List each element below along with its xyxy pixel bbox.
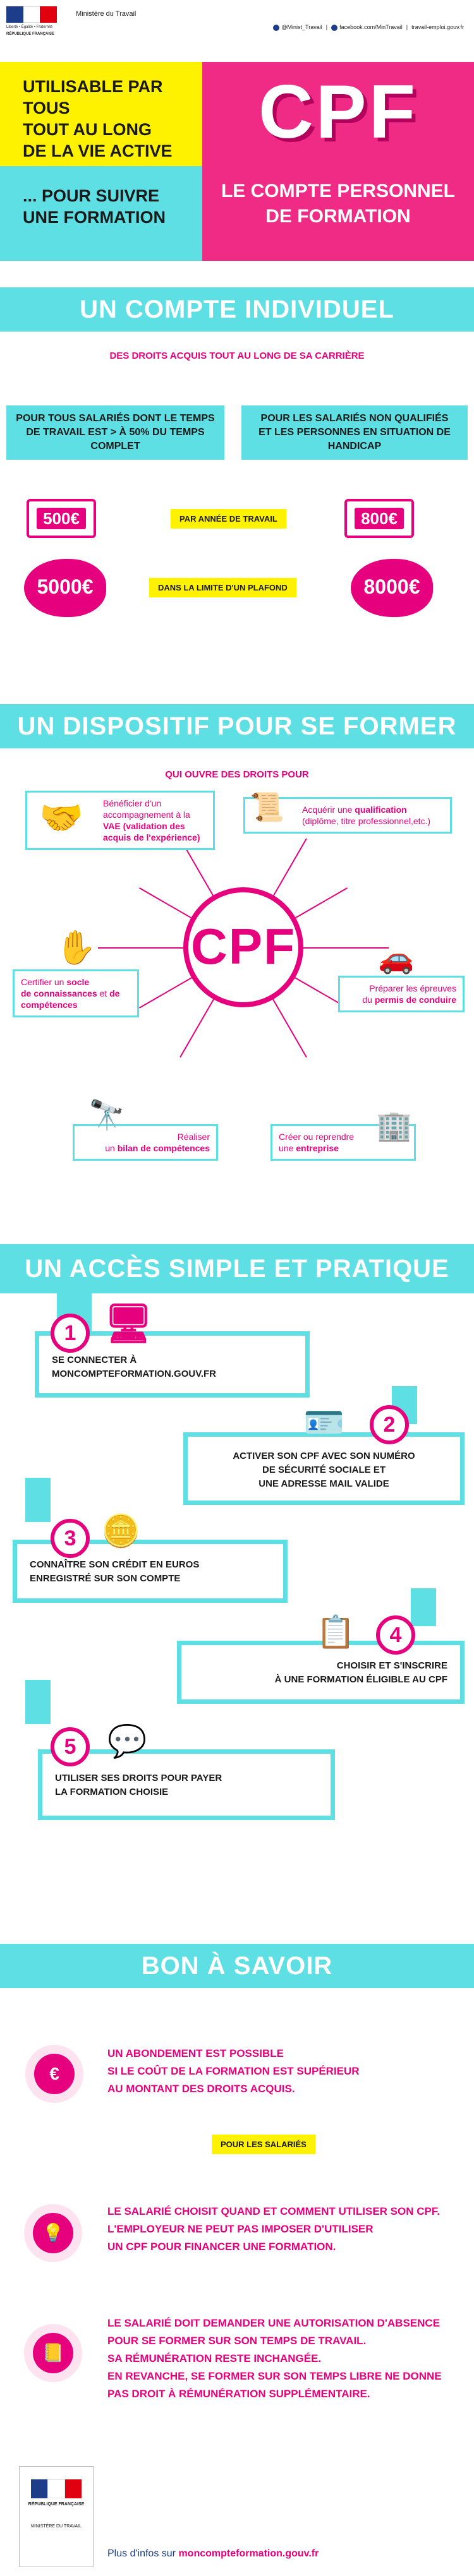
- section-title-dispositif: UN DISPOSITIF POUR SE FORMER: [17, 712, 457, 740]
- section-band-savoir: [0, 1944, 474, 1988]
- hero-cyan-panel: [0, 166, 202, 261]
- computer-icon: 🖥: [104, 1302, 153, 1345]
- step-2-number: 2: [370, 1405, 409, 1444]
- hero-text-2: ... POUR SUIVRE UNE FORMATION: [23, 186, 166, 227]
- coins-icon: 🪙: [101, 1513, 141, 1549]
- footer-site-link[interactable]: moncompteformation.gouv.fr: [178, 2548, 319, 2559]
- abondement-text: UN ABONDEMENT EST POSSIBLE SI LE COÛT DE LA FORMATION EST SUPÉRIEUR AU MONTANT DES DROITS ACQUIS.: [107, 2047, 360, 2095]
- banknote-icon-500: [27, 499, 96, 538]
- step-1-number: 1: [51, 1314, 90, 1353]
- cpf-center-label: CPF: [191, 918, 296, 974]
- binoculars-icon: 🔭: [88, 1098, 125, 1131]
- step-3-box: CONNAÎTRE SON CRÉDIT EN EUROS ENREGISTRÉ SUR SON COMPTE: [13, 1540, 288, 1603]
- cpf-center-circle: [183, 887, 303, 1007]
- twitter-icon: [273, 25, 279, 31]
- piggy-bank-icon-8000: [351, 559, 433, 617]
- item-bilan: Réaliser un bilan de compétences: [73, 1124, 218, 1161]
- eligibility-box-left: POUR TOUS SALARIÉS DONT LE TEMPS DE TRAVAIL EST > À 50% DU TEMPS COMPLET: [6, 405, 224, 460]
- step-1-box: SE CONNECTER À MONCOMPTEFORMATION.GOUV.FR: [35, 1331, 310, 1398]
- section-band-compte: [0, 287, 474, 332]
- item-permis: Préparer les épreuves du permis de conduire: [338, 976, 465, 1012]
- hero-banner: [0, 62, 474, 261]
- id-card-icon: 🪪: [303, 1405, 344, 1441]
- diploma-icon: 📜: [250, 792, 284, 823]
- section-title-savoir: BON À SAVOIR: [141, 1952, 333, 1980]
- hero-text-1: UTILISABLE PAR TOUS TOUT AU LONG DE LA VIE ACTIVE: [23, 77, 173, 160]
- banknote-value-800: 800€: [355, 508, 404, 529]
- ministry-label: Ministère du Travail: [76, 10, 137, 18]
- hero-yellow-panel: [0, 62, 202, 166]
- french-flag-icon: [6, 6, 57, 23]
- footer-ministry: MINISTÈRE DU TRAVAIL: [30, 2524, 82, 2529]
- item-vae: Bénéficier d'un accompagnement à la VAE (validation des acquis de l'expérience): [25, 791, 215, 850]
- page-header: [0, 0, 474, 60]
- handshake-icon: 🤝: [39, 798, 83, 837]
- step-5-number: 5: [51, 1727, 90, 1766]
- footer-republic: RÉPUBLIQUE FRANÇAISE: [28, 2502, 85, 2507]
- eligibility-box-right: POUR LES SALARIÉS NON QUALIFIÉS ET LES PERSONNES EN SITUATION DE HANDICAP: [241, 405, 468, 460]
- footer-more-info: Plus d'infos sur moncompteformation.gouv.fr: [107, 2548, 319, 2559]
- piggy-value-5000: 5000€: [37, 575, 94, 598]
- section-band-dispositif: [0, 704, 474, 748]
- item-socle: Certifier un socle de connaissances et de compétences: [13, 969, 139, 1017]
- hand-counting-icon: ✋: [56, 930, 97, 966]
- section-band-acces: [0, 1244, 474, 1293]
- piggy-value-8000: 8000€: [363, 575, 420, 598]
- tag-par-annee: PAR ANNÉE DE TRAVAIL: [171, 509, 286, 529]
- speech-bubble-icon: 💬: [107, 1723, 147, 1759]
- republic-label: RÉPUBLIQUE FRANÇAISE: [6, 32, 55, 36]
- step-2-box: ACTIVER SON CPF AVEC SON NUMÉRO DE SÉCURITÉ SOCIALE ET UNE ADRESSE MAIL VALIDE: [183, 1432, 465, 1505]
- french-flag-icon: [31, 2479, 82, 2498]
- step-4-box: CHOISIR ET S'INSCRIRE À UNE FORMATION ÉLIGIBLE AU CPF: [177, 1641, 465, 1704]
- notebook-icon: 📒: [24, 2324, 82, 2382]
- hero-cpf-title: CPF: [258, 69, 418, 154]
- twitter-link[interactable]: @Minist_Travail: [273, 24, 322, 31]
- website-link[interactable]: travail-emploi.gouv.fr: [411, 24, 464, 31]
- banknote-icon-800: [344, 499, 414, 538]
- step-4-number: 4: [376, 1615, 415, 1655]
- car-icon: 🚗: [378, 942, 415, 974]
- lightbulb-icon: 💡: [24, 2204, 82, 2262]
- checklist-icon: 📋: [316, 1614, 356, 1650]
- hero-pink-panel: [202, 62, 474, 261]
- facebook-icon: [331, 25, 337, 31]
- marianne-logo: [6, 6, 66, 37]
- step-3-number: 3: [51, 1519, 90, 1558]
- step-5-box: UTILISER SES DROITS POUR PAYER LA FORMATION CHOISIE: [38, 1749, 335, 1820]
- item-entreprise: Créer ou reprendre une entreprise: [270, 1124, 416, 1161]
- dispositif-subtitle: QUI OUVRE DES DROITS POUR: [165, 769, 309, 780]
- hero-subtitle: LE COMPTE PERSONNEL DE FORMATION: [221, 181, 456, 227]
- section-title-compte: UN COMPTE INDIVIDUEL: [80, 296, 394, 323]
- banknote-value-500: 500€: [37, 508, 86, 529]
- tag-pour-salaries: POUR LES SALARIÉS: [212, 2135, 315, 2154]
- marianne-motto: Liberté • Égalité • Fraternité: [6, 25, 53, 29]
- euro-icon: €: [25, 2045, 83, 2103]
- item-qualification: Acquérir une qualification (diplôme, titre professionnel,etc.): [243, 797, 452, 834]
- social-links: @Minist_Travail | facebook.com/MinTravail | travail-emploi.gouv.fr: [273, 24, 464, 31]
- facebook-link[interactable]: facebook.com/MinTravail: [331, 24, 403, 31]
- section-title-acces: UN ACCÈS SIMPLE ET PRATIQUE: [25, 1255, 449, 1283]
- absence-text: LE SALARIÉ DOIT DEMANDER UNE AUTORISATION D'ABSENCE POUR SE FORMER SUR SON TEMPS DE TRAVAIL. SA RÉMUNÉRATION RESTE INCHANGÉE. EN REVANCHE, SE FORMER SUR SON TEMPS LIBRE NE DONNE PAS DROIT À RÉMUNÉRATION SUPPLÉMENTAIRE.: [107, 2317, 442, 2400]
- footer-marianne-logo: [19, 2466, 94, 2567]
- choisit-text: LE SALARIÉ CHOISIT QUAND ET COMMENT UTILISER SON CPF. L'EMPLOYEUR NE PEUT PAS IMPOSER D'UTILISER UN CPF POUR FINANCER UNE FORMATION.: [107, 2205, 441, 2253]
- compte-subtitle: DES DROITS ACQUIS TOUT AU LONG DE SA CARRIÈRE: [109, 350, 365, 361]
- building-hand-icon: 🏢: [376, 1109, 413, 1142]
- tag-plafond: DANS LA LIMITE D'UN PLAFOND: [149, 578, 296, 597]
- piggy-bank-icon-5000: [24, 559, 106, 617]
